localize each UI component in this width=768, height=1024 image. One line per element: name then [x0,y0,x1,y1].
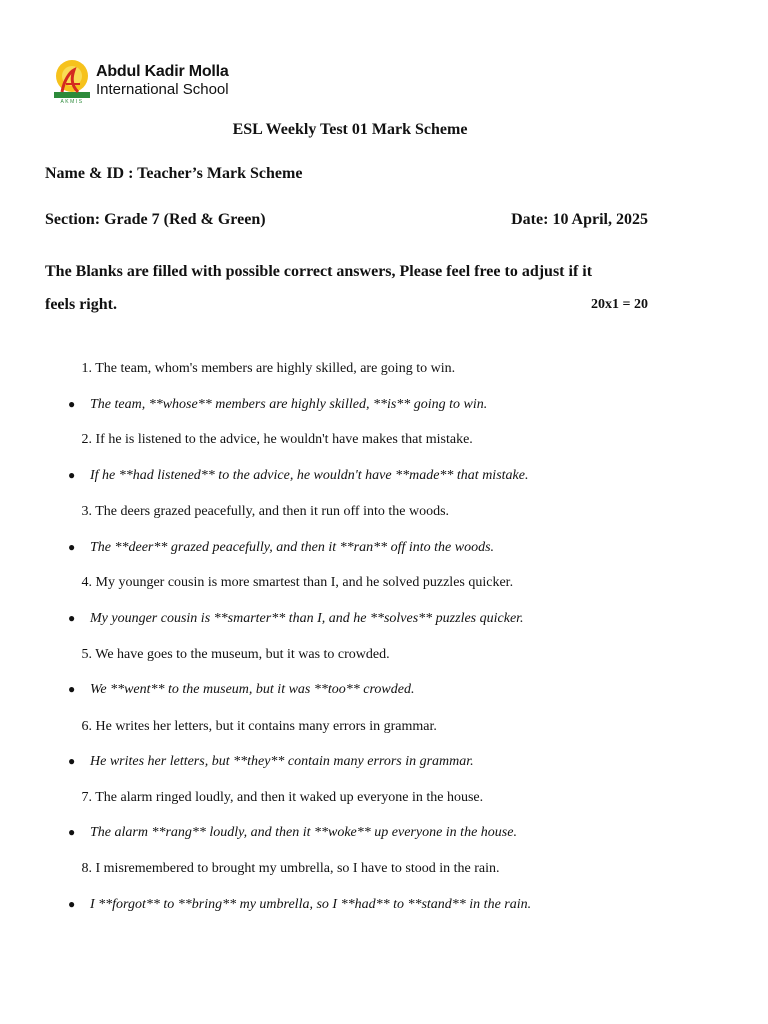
answer-text: We **went** to the museum, but it was **too** crowded. [90,682,415,697]
answer-text: The **deer** grazed peacefully, and then it **ran** off into the woods. [90,540,495,555]
answer-text: He writes her letters, but **they** contain many errors in grammar. [90,754,474,769]
answer-item [68,825,517,841]
section-line: Section: Grade 7 (Red & Green) [45,211,266,228]
question-number: 4. [81,575,92,590]
school-logo-icon [52,58,92,104]
question-item [72,861,499,877]
question-number: 7. [81,790,92,805]
bullet-icon: ● [68,682,76,696]
bullet-icon: ● [68,754,76,768]
name-id-line: Name & ID : Teacher’s Mark Scheme [45,165,303,182]
question-text: The alarm ringed loudly, and then it waked up everyone in the house. [95,790,484,805]
answer-text: My younger cousin is **smarter** than I, and he **solves** puzzles quicker. [90,611,524,626]
question-item [72,432,473,448]
page-title: ESL Weekly Test 01 Mark Scheme [232,121,468,138]
logo-letters: AKMIS [60,99,84,104]
question-item [72,790,483,806]
marks-total: 20x1 = 20 [591,297,648,312]
answer-item [68,397,487,413]
answer-item [68,468,528,484]
question-item [72,719,437,735]
question-text: My younger cousin is more smartest than I, and he solved puzzles quicker. [95,575,514,590]
question-item [72,361,455,377]
bullet-icon: ● [68,611,76,625]
bullet-icon: ● [68,825,76,839]
bullet-icon: ● [68,468,76,482]
question-text: I misremembered to brought my umbrella, so I have to stood in the rain. [95,861,500,876]
answer-item [68,897,531,913]
question-item [72,647,390,663]
question-number: 5. [81,647,92,662]
question-number: 3. [81,504,92,519]
date-line: Date: 10 April, 2025 [511,211,648,228]
school-name-line1: Abdul Kadir Molla [96,63,229,80]
question-item [72,575,513,591]
answer-text: If he **had listened** to the advice, he wouldn't have **made** that mistake. [90,468,529,483]
answer-text: I **forgot** to **bring** my umbrella, so I **had** to **stand** in the rain. [90,897,532,912]
question-text: He writes her letters, but it contains many errors in grammar. [95,719,437,734]
answer-item [68,540,494,556]
question-number: 1. [81,361,92,376]
school-logo [52,58,252,104]
question-item [72,504,449,520]
answer-item [68,682,414,698]
question-number: 8. [81,861,92,876]
answer-item [68,754,474,770]
question-number: 2. [81,432,92,447]
answer-text: The team, **whose** members are highly skilled, **is** going to win. [90,397,488,412]
question-text: We have goes to the museum, but it was to crowded. [95,647,390,662]
instruction-line-2: feels right. [45,296,117,313]
answer-text: The alarm **rang** loudly, and then it **woke** up everyone in the house. [90,825,517,840]
question-text: If he is listened to the advice, he wouldn't have makes that mistake. [95,432,473,447]
question-text: The deers grazed peacefully, and then it run off into the woods. [95,504,450,519]
bullet-icon: ● [68,540,76,554]
bullet-icon: ● [68,397,76,411]
school-name-line2: International School [96,81,229,98]
answer-item [68,611,524,627]
question-number: 6. [81,719,92,734]
bullet-icon: ● [68,897,76,911]
question-text: The team, whom's members are highly skilled, are going to win. [95,361,456,376]
instruction-line-1: The Blanks are filled with possible correct answers, Please feel free to adjust if it [45,263,593,280]
